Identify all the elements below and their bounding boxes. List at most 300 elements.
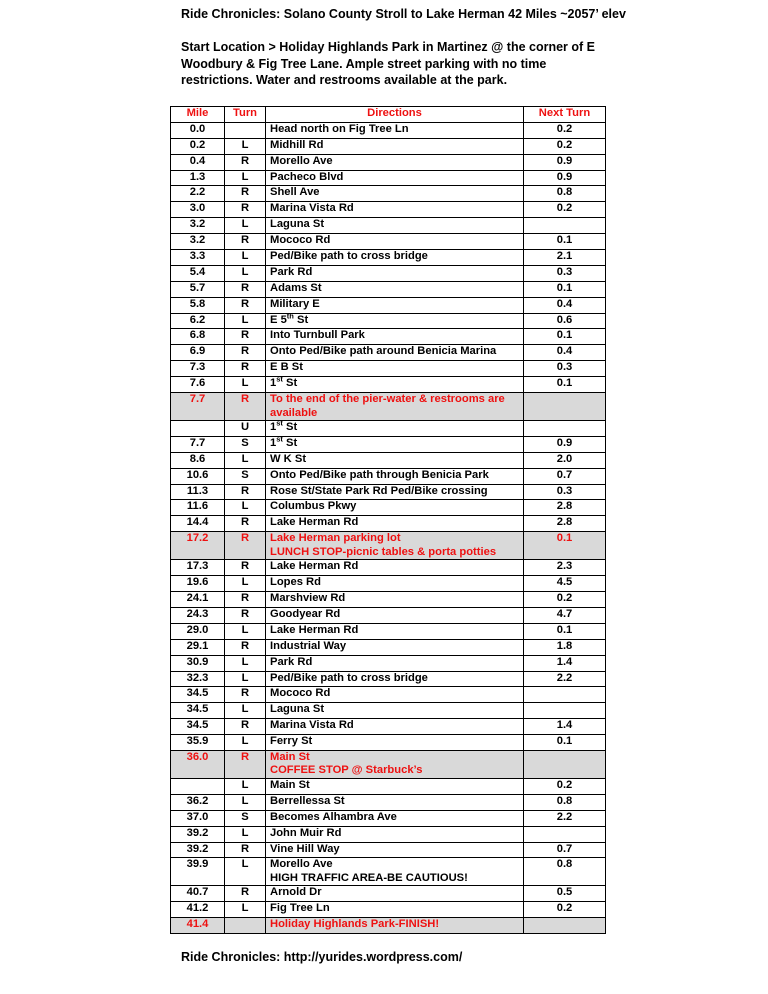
table-row xyxy=(171,250,606,266)
directions-cell xyxy=(266,154,524,170)
directions-cell xyxy=(266,361,524,377)
directions-cell xyxy=(266,265,524,281)
mile-cell: 3.3 xyxy=(171,250,225,266)
directions-cell xyxy=(266,532,524,560)
table-row xyxy=(171,560,606,576)
table-row xyxy=(171,329,606,345)
directions-cell xyxy=(266,484,524,500)
direction-text: Vine Hill Way xyxy=(270,842,340,855)
next-turn-cell: 0.1 xyxy=(524,623,606,639)
turn-header: Turn xyxy=(225,107,266,123)
directions-cell xyxy=(266,810,524,826)
next-turn-cell xyxy=(524,826,606,842)
turn-cell: R xyxy=(225,361,266,377)
mile-cell: 17.3 xyxy=(171,560,225,576)
direction-text: Ped/Bike path to cross bridge xyxy=(270,250,428,263)
direction-text: Berrellessa St xyxy=(270,794,345,807)
table-row xyxy=(171,750,606,778)
next-turn-cell xyxy=(524,750,606,778)
next-turn-cell: 2.1 xyxy=(524,250,606,266)
mile-cell: 39.9 xyxy=(171,858,225,886)
next-turn-cell: 0.2 xyxy=(524,138,606,154)
direction-text: Columbus Pkwy xyxy=(270,500,357,513)
direction-text: John Muir Rd xyxy=(270,826,342,839)
directions-cell xyxy=(266,639,524,655)
ordinal-suffix: st xyxy=(276,434,283,444)
table-row xyxy=(171,703,606,719)
mile-cell: 11.6 xyxy=(171,500,225,516)
ordinal-suffix: th xyxy=(286,310,294,320)
table-row xyxy=(171,886,606,902)
direction-note: COFFEE STOP @ Starbuck’s xyxy=(270,764,423,777)
next-turn-cell xyxy=(524,918,606,934)
mile-cell: 40.7 xyxy=(171,886,225,902)
direction-text: Main St xyxy=(270,750,310,763)
turn-cell: R xyxy=(225,639,266,655)
directions-cell xyxy=(266,122,524,138)
turn-cell: L xyxy=(225,313,266,329)
mile-cell: 3.2 xyxy=(171,234,225,250)
turn-cell: L xyxy=(225,858,266,886)
directions-cell xyxy=(266,297,524,313)
table-row xyxy=(171,313,606,329)
direction-text: Lake Herman parking lot xyxy=(270,532,401,545)
directions-cell xyxy=(266,886,524,902)
mile-cell: 34.5 xyxy=(171,703,225,719)
direction-text: 1 xyxy=(270,421,277,434)
turn-cell: L xyxy=(225,902,266,918)
directions-cell xyxy=(266,778,524,794)
directions-cell xyxy=(266,902,524,918)
mile-cell: 29.1 xyxy=(171,639,225,655)
direction-text: Lake Herman Rd xyxy=(270,623,359,636)
next-turn-cell: 0.3 xyxy=(524,484,606,500)
mile-header: Mile xyxy=(171,107,225,123)
directions-cell xyxy=(266,607,524,623)
directions-cell xyxy=(266,452,524,468)
mile-cell: 30.9 xyxy=(171,655,225,671)
mile-cell: 11.3 xyxy=(171,484,225,500)
direction-text: Becomes Alhambra Ave xyxy=(270,810,397,823)
turn-cell: L xyxy=(225,826,266,842)
turn-cell: R xyxy=(225,484,266,500)
turn-cell: R xyxy=(225,750,266,778)
direction-text-suffix: St xyxy=(282,421,298,434)
direction-text: Mococo Rd xyxy=(270,687,331,700)
direction-text: Laguna St xyxy=(270,218,325,231)
direction-text: Pacheco Blvd xyxy=(270,170,344,183)
direction-text-suffix: St xyxy=(282,436,298,449)
turn-cell: R xyxy=(225,393,266,421)
direction-text: Rose St/State Park Rd Ped/Bike crossing xyxy=(270,484,488,497)
directions-cell xyxy=(266,750,524,778)
directions-cell xyxy=(266,393,524,421)
direction-text: Park Rd xyxy=(270,265,313,278)
direction-text: 1 xyxy=(270,377,277,390)
directions-cell xyxy=(266,329,524,345)
cue-sheet-table xyxy=(170,106,606,934)
next-turn-cell: 0.2 xyxy=(524,778,606,794)
turn-cell: L xyxy=(225,218,266,234)
turn-cell xyxy=(225,918,266,934)
mile-cell: 32.3 xyxy=(171,671,225,687)
turn-cell: L xyxy=(225,671,266,687)
table-row xyxy=(171,484,606,500)
turn-cell: L xyxy=(225,576,266,592)
turn-cell: L xyxy=(225,265,266,281)
direction-text: Mococo Rd xyxy=(270,234,331,247)
next-turn-cell: 0.1 xyxy=(524,377,606,393)
directions-cell xyxy=(266,671,524,687)
directions-cell xyxy=(266,138,524,154)
next-turn-cell: 0.2 xyxy=(524,592,606,608)
next-turn-cell: 0.1 xyxy=(524,234,606,250)
direction-text: 1 xyxy=(270,436,277,449)
next-turn-cell: 0.3 xyxy=(524,361,606,377)
direction-text: Morello Ave xyxy=(270,154,333,167)
table-row xyxy=(171,154,606,170)
direction-text-suffix: St xyxy=(282,377,298,390)
next-turn-cell: 0.6 xyxy=(524,313,606,329)
table-row xyxy=(171,452,606,468)
next-turn-cell: 0.8 xyxy=(524,794,606,810)
table-row xyxy=(171,576,606,592)
mile-cell: 19.6 xyxy=(171,576,225,592)
next-turn-cell: 0.1 xyxy=(524,329,606,345)
direction-text: Onto Ped/Bike path around Benicia Marina xyxy=(270,345,497,358)
turn-cell: L xyxy=(225,452,266,468)
direction-text: Shell Ave xyxy=(270,186,320,199)
next-turn-cell: 0.1 xyxy=(524,735,606,751)
mile-cell: 41.4 xyxy=(171,918,225,934)
direction-text: Military E xyxy=(270,297,320,310)
turn-cell: U xyxy=(225,421,266,437)
mile-cell: 3.0 xyxy=(171,202,225,218)
direction-text: Laguna St xyxy=(270,703,325,716)
footer-credit: Ride Chronicles: http://yurides.wordpress.com/ xyxy=(181,950,463,964)
directions-cell xyxy=(266,592,524,608)
direction-text: Marshview Rd xyxy=(270,592,346,605)
direction-text: W K St xyxy=(270,452,307,465)
table-row xyxy=(171,794,606,810)
direction-text: Arnold Dr xyxy=(270,886,322,899)
table-row xyxy=(171,468,606,484)
directions-cell xyxy=(266,418,524,437)
mile-cell: 6.8 xyxy=(171,329,225,345)
next-turn-cell: 0.7 xyxy=(524,842,606,858)
mile-cell: 39.2 xyxy=(171,826,225,842)
directions-cell xyxy=(266,250,524,266)
mile-cell: 24.3 xyxy=(171,607,225,623)
mile-cell: 7.7 xyxy=(171,393,225,421)
start-location-note: Start Location > Holiday Highlands Park in Martinez @ the corner of E Woodbury & Fig Tree Lane. Ample street parking with no time restrictions. Water and restrooms available at the park. xyxy=(181,40,595,87)
mile-cell: 10.6 xyxy=(171,468,225,484)
directions-cell xyxy=(266,516,524,532)
next-turn-cell: 0.9 xyxy=(524,170,606,186)
mile-cell: 5.4 xyxy=(171,265,225,281)
mile-cell: 6.9 xyxy=(171,345,225,361)
ordinal-suffix: st xyxy=(276,418,283,428)
next-turn-cell xyxy=(524,218,606,234)
mile-cell: 0.0 xyxy=(171,122,225,138)
direction-text: Head north on Fig Tree Ln xyxy=(270,122,409,135)
directions-cell xyxy=(266,436,524,452)
table-row xyxy=(171,655,606,671)
direction-text: Park Rd xyxy=(270,655,313,668)
next-turn-cell: 0.2 xyxy=(524,202,606,218)
mile-cell: 7.3 xyxy=(171,361,225,377)
mile-cell: 41.2 xyxy=(171,902,225,918)
table-row xyxy=(171,826,606,842)
table-row xyxy=(171,842,606,858)
direction-text: Holiday Highlands Park-FINISH! xyxy=(270,918,440,931)
directions-cell xyxy=(266,500,524,516)
table-row xyxy=(171,234,606,250)
turn-cell: L xyxy=(225,500,266,516)
directions-cell xyxy=(266,623,524,639)
direction-text: Midhill Rd xyxy=(270,138,324,151)
mile-cell: 0.2 xyxy=(171,138,225,154)
directions-cell xyxy=(266,719,524,735)
mile-cell: 1.3 xyxy=(171,170,225,186)
direction-text: Marina Vista Rd xyxy=(270,719,354,732)
turn-cell: R xyxy=(225,329,266,345)
direction-text: Ferry St xyxy=(270,735,313,748)
direction-text: Lake Herman Rd xyxy=(270,516,359,529)
table-row xyxy=(171,186,606,202)
table-row xyxy=(171,138,606,154)
turn-cell: R xyxy=(225,592,266,608)
turn-cell: R xyxy=(225,886,266,902)
direction-note: LUNCH STOP-picnic tables & porta potties xyxy=(270,545,497,558)
table-row xyxy=(171,532,606,560)
turn-cell: L xyxy=(225,250,266,266)
next-turn-cell: 4.7 xyxy=(524,607,606,623)
directions-cell xyxy=(266,687,524,703)
next-turn-cell: 0.9 xyxy=(524,154,606,170)
document-title: Ride Chronicles: Solano County Stroll to Lake Herman 42 Miles ~2057’ elev xyxy=(181,7,626,21)
next-turn-cell: 2.2 xyxy=(524,671,606,687)
table-row xyxy=(171,202,606,218)
next-turn-cell: 2.3 xyxy=(524,560,606,576)
next-turn-cell: 0.9 xyxy=(524,436,606,452)
turn-cell: L xyxy=(225,703,266,719)
table-row xyxy=(171,297,606,313)
table-row xyxy=(171,592,606,608)
next-turn-cell xyxy=(524,687,606,703)
directions-cell xyxy=(266,170,524,186)
mile-cell: 37.0 xyxy=(171,810,225,826)
next-turn-cell: 0.1 xyxy=(524,281,606,297)
next-turn-cell: 0.2 xyxy=(524,122,606,138)
directions-cell xyxy=(266,234,524,250)
next-turn-cell: 2.8 xyxy=(524,516,606,532)
directions-cell xyxy=(266,576,524,592)
turn-cell: L xyxy=(225,778,266,794)
next-turn-cell: 0.4 xyxy=(524,345,606,361)
turn-cell: R xyxy=(225,297,266,313)
mile-cell: 29.0 xyxy=(171,623,225,639)
turn-cell: R xyxy=(225,719,266,735)
turn-cell: R xyxy=(225,532,266,560)
direction-text: To the end of the pier-water & restrooms are xyxy=(270,393,505,406)
mile-cell: 3.2 xyxy=(171,218,225,234)
mile-cell: 5.8 xyxy=(171,297,225,313)
turn-cell: L xyxy=(225,623,266,639)
table-row xyxy=(171,858,606,886)
direction-text: Lake Herman Rd xyxy=(270,560,359,573)
direction-text: Ped/Bike path to cross bridge xyxy=(270,671,428,684)
direction-text: Industrial Way xyxy=(270,639,347,652)
table-row xyxy=(171,122,606,138)
table-row xyxy=(171,218,606,234)
direction-text: Onto Ped/Bike path through Benicia Park xyxy=(270,468,489,481)
next-turn-cell: 4.5 xyxy=(524,576,606,592)
table-row xyxy=(171,421,606,437)
next-turn-cell: 0.3 xyxy=(524,265,606,281)
turn-cell: R xyxy=(225,234,266,250)
turn-cell: R xyxy=(225,154,266,170)
turn-cell: L xyxy=(225,138,266,154)
directions-cell xyxy=(266,858,524,886)
mile-cell: 14.4 xyxy=(171,516,225,532)
directions-cell xyxy=(266,842,524,858)
mile-cell: 2.2 xyxy=(171,186,225,202)
table-row xyxy=(171,778,606,794)
directions-cell xyxy=(266,560,524,576)
directions-cell xyxy=(266,345,524,361)
mile-cell: 5.7 xyxy=(171,281,225,297)
ordinal-suffix: st xyxy=(276,374,283,384)
mile-cell: 7.6 xyxy=(171,377,225,393)
mile-cell: 0.4 xyxy=(171,154,225,170)
table-row xyxy=(171,810,606,826)
mile-cell: 17.2 xyxy=(171,532,225,560)
next-turn-header: Next Turn xyxy=(524,107,606,123)
table-row xyxy=(171,281,606,297)
table-row xyxy=(171,436,606,452)
header-row xyxy=(171,107,606,123)
turn-cell: R xyxy=(225,186,266,202)
table-row xyxy=(171,719,606,735)
turn-cell: L xyxy=(225,170,266,186)
turn-cell: S xyxy=(225,468,266,484)
table-row xyxy=(171,170,606,186)
mile-cell: 39.2 xyxy=(171,842,225,858)
turn-cell: L xyxy=(225,655,266,671)
turn-cell: R xyxy=(225,842,266,858)
direction-text: Morello Ave xyxy=(270,858,333,871)
direction-note: HIGH TRAFFIC AREA-BE CAUTIOUS! xyxy=(270,871,468,884)
directions-header: Directions xyxy=(266,107,524,123)
mile-cell: 7.7 xyxy=(171,436,225,452)
turn-cell: R xyxy=(225,560,266,576)
direction-text: Adams St xyxy=(270,281,322,294)
next-turn-cell: 0.7 xyxy=(524,468,606,484)
turn-cell: L xyxy=(225,794,266,810)
turn-cell: R xyxy=(225,345,266,361)
next-turn-cell: 2.8 xyxy=(524,500,606,516)
mile-cell: 34.5 xyxy=(171,719,225,735)
next-turn-cell: 0.5 xyxy=(524,886,606,902)
direction-text: Main St xyxy=(270,778,310,791)
direction-text: Fig Tree Ln xyxy=(270,902,330,915)
next-turn-cell: 0.8 xyxy=(524,858,606,886)
turn-cell: R xyxy=(225,202,266,218)
directions-cell xyxy=(266,202,524,218)
turn-cell: R xyxy=(225,607,266,623)
mile-cell: 8.6 xyxy=(171,452,225,468)
next-turn-cell: 0.8 xyxy=(524,186,606,202)
directions-cell xyxy=(266,826,524,842)
mile-cell: 36.2 xyxy=(171,794,225,810)
turn-cell: R xyxy=(225,281,266,297)
mile-cell xyxy=(171,421,225,437)
turn-cell xyxy=(225,122,266,138)
turn-cell: L xyxy=(225,735,266,751)
mile-cell: 24.1 xyxy=(171,592,225,608)
next-turn-cell: 2.2 xyxy=(524,810,606,826)
next-turn-cell: 0.2 xyxy=(524,902,606,918)
turn-cell: L xyxy=(225,377,266,393)
table-row xyxy=(171,639,606,655)
directions-cell xyxy=(266,735,524,751)
direction-text: E 5 xyxy=(270,313,287,326)
table-row xyxy=(171,735,606,751)
directions-cell xyxy=(266,281,524,297)
next-turn-cell: 2.0 xyxy=(524,452,606,468)
directions-cell xyxy=(266,794,524,810)
directions-cell xyxy=(266,218,524,234)
table-row xyxy=(171,671,606,687)
direction-text: Goodyear Rd xyxy=(270,607,341,620)
direction-text: E B St xyxy=(270,361,303,374)
turn-cell: S xyxy=(225,810,266,826)
mile-cell: 34.5 xyxy=(171,687,225,703)
directions-cell xyxy=(266,374,524,393)
table-row xyxy=(171,265,606,281)
directions-cell xyxy=(266,310,524,329)
directions-cell xyxy=(266,918,524,934)
directions-cell xyxy=(266,186,524,202)
table-row xyxy=(171,516,606,532)
table-row xyxy=(171,623,606,639)
table-row xyxy=(171,607,606,623)
next-turn-cell: 1.8 xyxy=(524,639,606,655)
table-row xyxy=(171,902,606,918)
table-row xyxy=(171,345,606,361)
direction-text-suffix: St xyxy=(293,313,309,326)
table-row xyxy=(171,687,606,703)
directions-cell xyxy=(266,468,524,484)
mile-cell: 35.9 xyxy=(171,735,225,751)
next-turn-cell: 1.4 xyxy=(524,719,606,735)
directions-cell xyxy=(266,655,524,671)
table-row xyxy=(171,500,606,516)
turn-cell: R xyxy=(225,687,266,703)
next-turn-cell: 0.1 xyxy=(524,532,606,560)
direction-text: Lopes Rd xyxy=(270,576,321,589)
mile-cell: 6.2 xyxy=(171,313,225,329)
turn-cell: S xyxy=(225,436,266,452)
table-row xyxy=(171,393,606,421)
mile-cell xyxy=(171,778,225,794)
direction-text: Into Turnbull Park xyxy=(270,329,365,342)
next-turn-cell xyxy=(524,703,606,719)
direction-note: available xyxy=(270,406,318,419)
directions-cell xyxy=(266,703,524,719)
mile-cell: 36.0 xyxy=(171,750,225,778)
